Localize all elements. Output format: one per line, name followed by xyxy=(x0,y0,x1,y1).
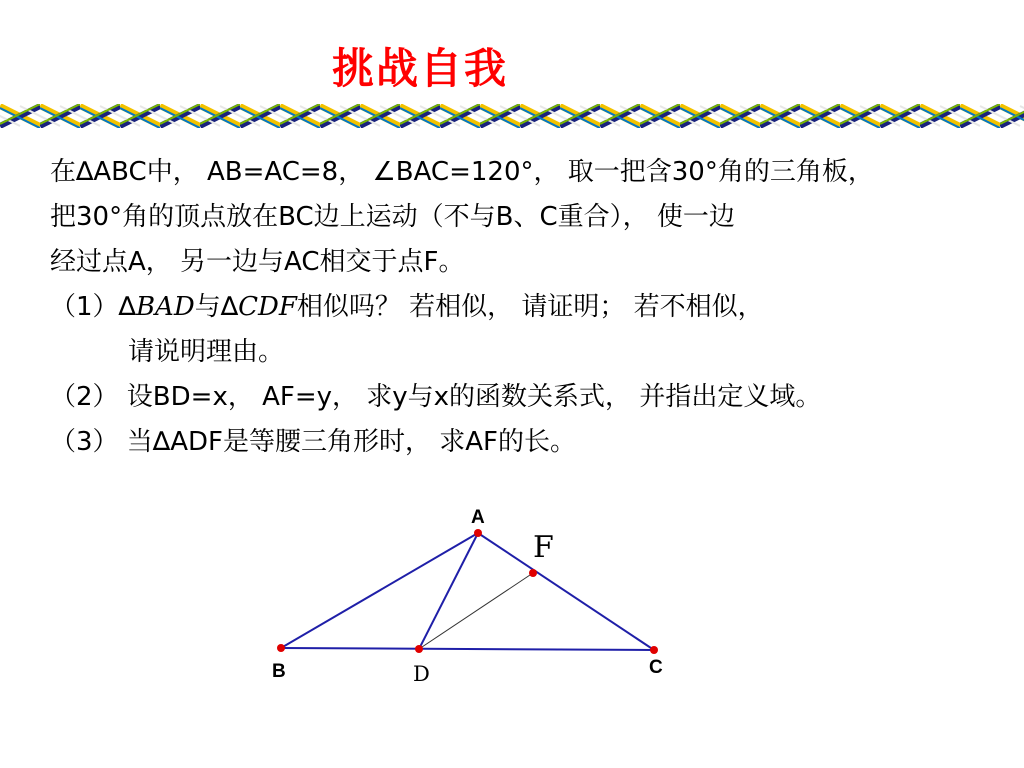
slide-title: 挑战自我 xyxy=(331,44,508,93)
question-2: （2） 设BD=x， AF=y， 求y与x的函数关系式， 并指出定义域。 xyxy=(50,382,822,412)
problem-text xyxy=(50,150,1020,465)
label-d: D xyxy=(413,662,430,686)
point-b xyxy=(277,644,285,652)
question-1-suffix: 相似吗？ 若相似， 请证明； 若不相似， xyxy=(296,292,764,322)
question-1-continued: 请说明理由。 xyxy=(128,337,285,367)
point-d xyxy=(415,645,423,653)
segment-df xyxy=(419,573,533,649)
problem-line-2: 把30°角的顶点放在BC边上运动（不与B、C重合）， 使一边 xyxy=(50,202,735,232)
point-a xyxy=(474,529,482,537)
triangle-symbol: ∆ xyxy=(220,292,239,322)
point-f xyxy=(529,569,537,577)
problem-line-1: 在∆ABC中， AB=AC=8， ∠BAC=120°， 取一把含30°角的三角板， xyxy=(50,157,874,187)
label-a: A xyxy=(471,507,485,528)
point-c xyxy=(650,646,658,654)
triangle-cdf: CDF xyxy=(238,292,297,322)
question-1-mid: 与 xyxy=(194,292,221,322)
triangle-symbol: ∆ xyxy=(118,292,136,322)
label-f: F xyxy=(533,530,554,565)
question-1-prefix: （1） xyxy=(50,292,119,322)
label-c: C xyxy=(649,657,663,678)
question-3: （3） 当∆ADF是等腰三角形时， 求AF的长。 xyxy=(50,427,576,457)
segment-bc xyxy=(281,648,654,650)
triangle-bad: BAD xyxy=(135,292,195,322)
triangle-diagram xyxy=(0,495,1024,768)
label-b: B xyxy=(272,661,286,682)
question-1 xyxy=(50,285,1020,330)
decorative-divider xyxy=(0,100,1024,132)
problem-line-3: 经过点A， 另一边与AC相交于点F。 xyxy=(50,247,465,277)
